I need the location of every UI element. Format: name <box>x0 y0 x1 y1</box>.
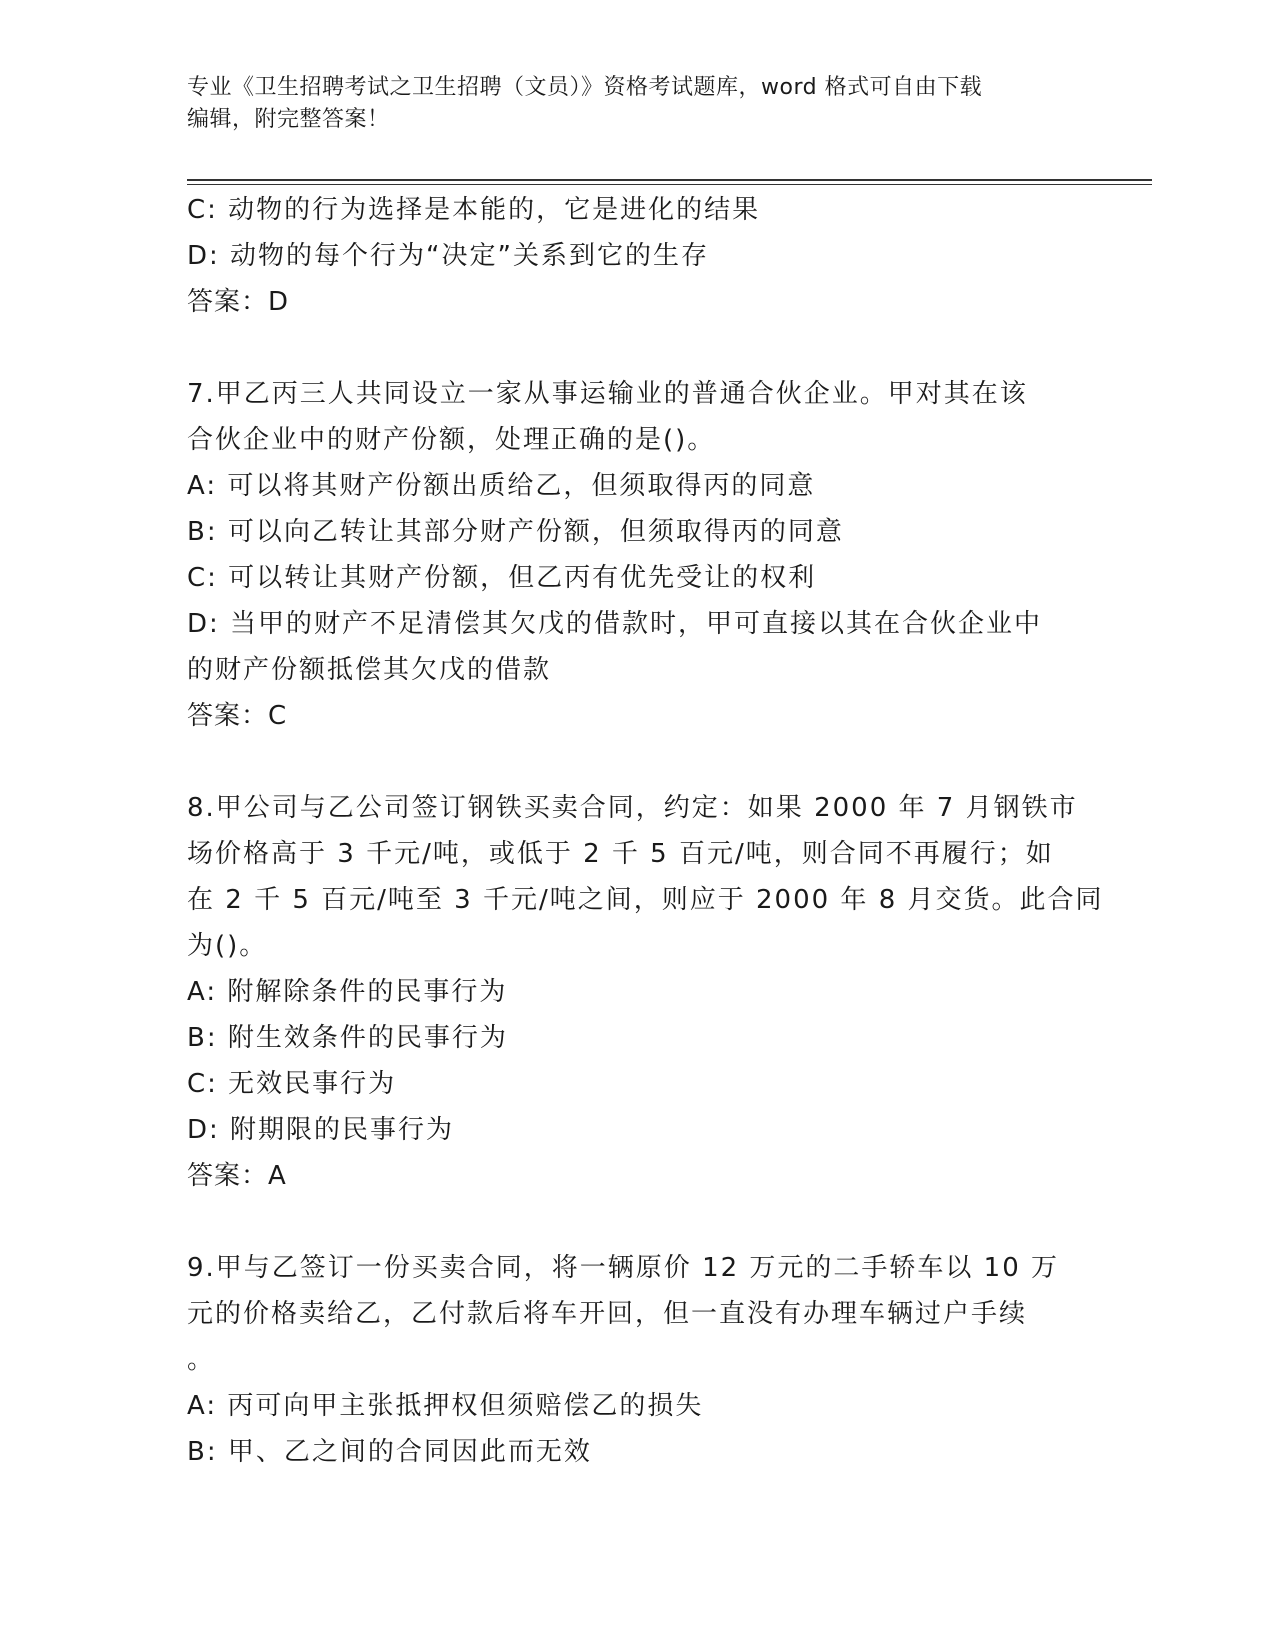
question-9 <box>187 1245 1087 1475</box>
question-8 <box>187 785 1104 1199</box>
question-stem-line: 元的价格卖给乙，乙付款后将车开回，但一直没有办理车辆过户手续 <box>187 1299 1028 1329</box>
question-stem-line: 合伙企业中的财产份额，处理正确的是()。 <box>187 425 716 455</box>
question-stem-line: 为()。 <box>187 931 268 961</box>
question-stem-line: 9.甲与乙签订一份买卖合同，将一辆原价 12 万元的二手轿车以 10 万 <box>187 1253 1060 1283</box>
option-d: D: 附期限的民事行为 <box>187 1115 455 1145</box>
question-stem-line: 场价格高于 3 千元/吨，或低于 2 千 5 百元/吨，则合同不再履行；如 <box>187 839 1054 869</box>
option-b: B: 可以向乙转让其部分财产份额，但须取得丙的同意 <box>187 517 844 547</box>
question-6-tail <box>187 187 1087 325</box>
header-line-2: 编辑，附完整答案！ <box>187 107 390 132</box>
option-c: C: 无效民事行为 <box>187 1069 397 1099</box>
option-c: C: 动物的行为选择是本能的，它是进化的结果 <box>187 195 761 225</box>
header-rule-thin <box>187 184 1152 185</box>
document-header <box>187 72 1087 136</box>
spacer <box>187 739 1087 785</box>
question-stem-line: 在 2 千 5 百元/吨至 3 千元/吨之间，则应于 2000 年 8 月交货。此合同 <box>187 885 1104 915</box>
option-b: B: 附生效条件的民事行为 <box>187 1023 508 1053</box>
option-d-continued: 的财产份额抵偿其欠戊的借款 <box>187 655 552 685</box>
question-stem-line: 7.甲乙丙三人共同设立一家从事运输业的普通合伙企业。甲对其在该 <box>187 379 1028 409</box>
question-content <box>187 187 1104 1475</box>
spacer <box>187 325 1087 371</box>
question-7 <box>187 371 1087 739</box>
option-d: D: 动物的每个行为“决定”关系到它的生存 <box>187 241 709 271</box>
header-line-1: 专业《卫生招聘考试之卫生招聘（文员）》资格考试题库，word 格式可自由下载 <box>187 75 983 100</box>
option-a: A: 可以将其财产份额出质给乙，但须取得丙的同意 <box>187 471 816 501</box>
question-stem-line: 。 <box>187 1345 216 1375</box>
option-a: A: 丙可向甲主张抵押权但须赔偿乙的损失 <box>187 1391 704 1421</box>
option-d: D: 当甲的财产不足清偿其欠戊的借款时，甲可直接以其在合伙企业中 <box>187 609 1043 639</box>
option-b: B: 甲、乙之间的合同因此而无效 <box>187 1437 592 1467</box>
option-a: A: 附解除条件的民事行为 <box>187 977 508 1007</box>
question-stem-line: 8.甲公司与乙公司签订钢铁买卖合同，约定：如果 2000 年 7 月钢铁市 <box>187 793 1078 823</box>
header-rule-thick <box>187 179 1152 181</box>
answer-label: 答案：C <box>187 701 288 731</box>
answer-label: 答案：D <box>187 287 290 317</box>
option-c: C: 可以转让其财产份额，但乙丙有优先受让的权利 <box>187 563 817 593</box>
answer-label: 答案：A <box>187 1161 287 1191</box>
spacer <box>187 1199 1087 1245</box>
